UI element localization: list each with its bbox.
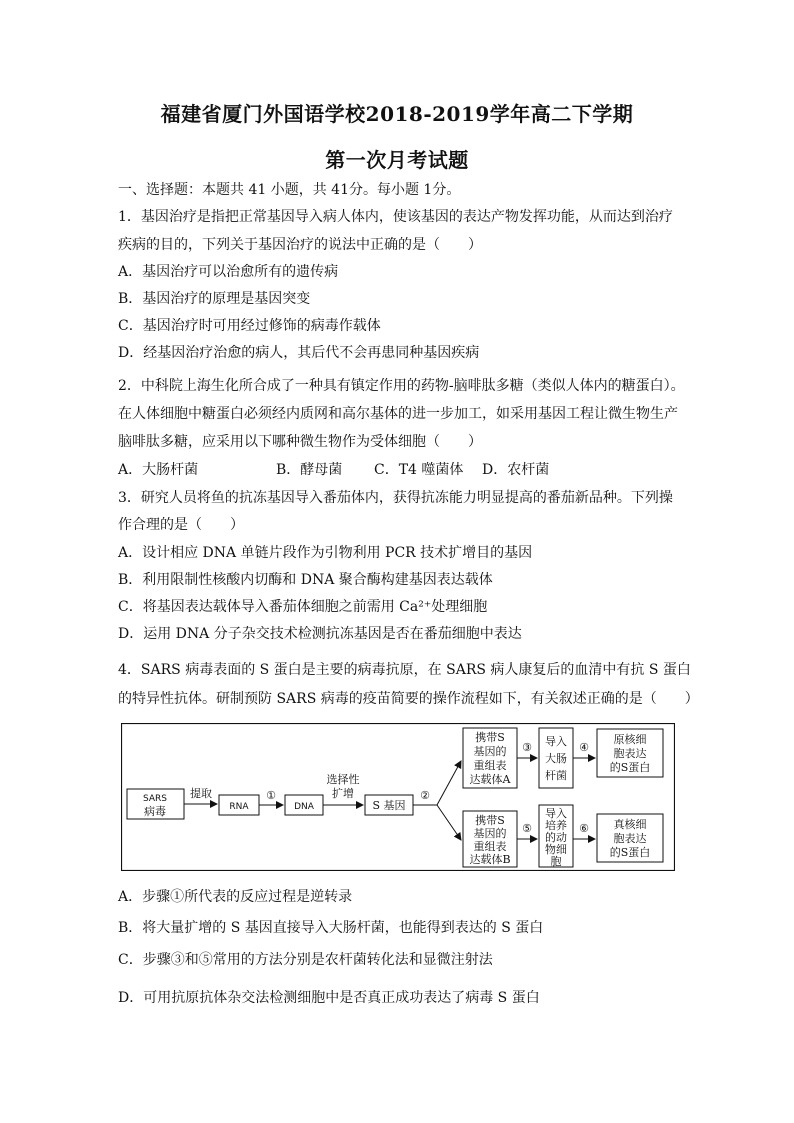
virus-label: 病毒 bbox=[144, 805, 166, 818]
animal-line4: 物细 bbox=[545, 843, 567, 856]
exam-subtitle: 第一次月考试题 bbox=[325, 148, 469, 172]
q3-option-d: D．运用 DNA 分子杂交技术检测抗冻基因是否在番茄细胞中表达 bbox=[118, 626, 522, 642]
step4-label: ④ bbox=[579, 741, 589, 754]
euk-line3: 的S蛋白 bbox=[609, 846, 651, 859]
vector-a-line2: 基因的 bbox=[473, 745, 507, 758]
amplify-label-2: 扩增 bbox=[332, 787, 354, 800]
q2-options bbox=[118, 461, 549, 479]
step6-label: ⑥ bbox=[579, 822, 589, 835]
flow-diagram-svg bbox=[121, 723, 675, 871]
q4-option-b: B．将大量扩增的 S 基因直接导入大肠杆菌，也能得到表达的 S 蛋白 bbox=[118, 920, 544, 936]
q2-option-c: C．T4 噬菌体 bbox=[374, 462, 464, 478]
step5-label: ⑤ bbox=[522, 822, 532, 835]
q2-stem-line1: 2．中科院上海生化所合成了一种具有镇定作用的药物-脑啡肽多糖（类似人体内的糖蛋白）。 bbox=[118, 378, 685, 394]
q1-option-a: A．基因治疗可以治愈所有的遗传病 bbox=[118, 264, 339, 280]
prok-line1: 原核细 bbox=[613, 733, 647, 746]
q3-stem-line1: 3．研究人员将鱼的抗冻基因导入番茄体内，获得抗冻能力明显提高的番茄新品种。下列操 bbox=[118, 490, 673, 506]
animal-line2: 培养 bbox=[545, 819, 567, 832]
step2-label: ② bbox=[420, 789, 430, 802]
q1-option-c: C．基因治疗时可用经过修饰的病毒作载体 bbox=[118, 318, 381, 334]
branch-up bbox=[437, 761, 461, 805]
q4-option-a: A．步骤①所代表的反应过程是逆转录 bbox=[118, 889, 353, 905]
vector-b-line2: 基因的 bbox=[473, 827, 507, 840]
q3-option-b: B．利用限制性核酸内切酶和 DNA 聚合酶构建基因表达载体 bbox=[118, 572, 493, 588]
animal-line3: 的动 bbox=[545, 831, 567, 844]
q3-option-c: C．将基因表达载体导入番茄体细胞之前需用 Ca²⁺处理细胞 bbox=[118, 599, 488, 615]
extract-label: 提取 bbox=[190, 787, 212, 800]
sars-vaccine-flow-diagram bbox=[121, 723, 675, 871]
vector-b-line3: 重组表 bbox=[473, 840, 507, 853]
ecoli-line3: 杆菌 bbox=[545, 769, 567, 782]
animal-line5: 胞 bbox=[550, 855, 562, 868]
ecoli-line1: 导入 bbox=[545, 735, 567, 748]
vector-a-line4: 达载体A bbox=[469, 773, 511, 786]
q1-stem-line2: 疾病的目的，下列关于基因治疗的说法中正确的是（ ） bbox=[118, 237, 482, 253]
euk-line1: 真核细 bbox=[613, 818, 647, 831]
q2-option-b: B．酵母菌 bbox=[276, 462, 343, 478]
prok-line3: 的S蛋白 bbox=[609, 761, 651, 774]
q1-option-d: D．经基因治疗治愈的病人，其后代不会再患同种基因疾病 bbox=[118, 345, 480, 361]
q4-option-d: D．可用抗原抗体杂交法检测细胞中是否真正成功表达了病毒 S 蛋白 bbox=[118, 990, 540, 1006]
dna-label: DNA bbox=[294, 802, 314, 812]
rna-label: RNA bbox=[229, 802, 249, 812]
s-gene-label: S 基因 bbox=[372, 799, 406, 812]
q4-stem-line1: 4．SARS 病毒表面的 S 蛋白是主要的病毒抗原，在 SARS 病人康复后的血清中有抗 S 蛋白 bbox=[118, 662, 691, 678]
prok-line2: 胞表达 bbox=[613, 747, 647, 760]
q4-stem-line2: 的特异性抗体。研制预防 SARS 病毒的疫苗简要的操作流程如下，有关叙述正确的是（ ） bbox=[118, 691, 699, 707]
vector-a-line1: 携带S bbox=[475, 731, 505, 744]
q2-stem-line3: 脑啡肽多糖，应采用以下哪种微生物作为受体细胞（ ） bbox=[118, 434, 482, 450]
vector-a-line3: 重组表 bbox=[473, 759, 507, 772]
q3-option-a: A．设计相应 DNA 单链片段作为引物利用 PCR 技术扩增目的基因 bbox=[118, 545, 533, 561]
vector-b-line1: 携带S bbox=[475, 814, 505, 827]
q2-option-a: A．大肠杆菌 bbox=[118, 462, 199, 478]
animal-line1: 导入 bbox=[545, 807, 567, 820]
branch-down bbox=[437, 805, 461, 840]
q1-option-b: B．基因治疗的原理是基因突变 bbox=[118, 291, 311, 307]
amplify-label-1: 选择性 bbox=[326, 773, 360, 786]
step3-label: ③ bbox=[522, 741, 532, 754]
q2-stem-line2: 在人体细胞中糖蛋白必须经内质网和高尔基体的进一步加工，如采用基因工程让微生物生产 bbox=[118, 406, 678, 422]
q2-option-d: D．农杆菌 bbox=[482, 462, 550, 478]
exam-title: 福建省厦门外国语学校2018-2019学年高二下学期 bbox=[160, 102, 634, 126]
ecoli-line2: 大肠 bbox=[545, 752, 567, 765]
euk-line2: 胞表达 bbox=[613, 832, 647, 845]
sars-label: SARS bbox=[142, 794, 168, 804]
q1-stem-line1: 1．基因治疗是指把正常基因导入病人体内，使该基因的表达产物发挥功能，从而达到治疗 bbox=[118, 209, 673, 225]
q3-stem-line2: 作合理的是（ ） bbox=[118, 517, 244, 533]
q4-option-c: C．步骤③和⑤常用的方法分别是农杆菌转化法和显微注射法 bbox=[118, 952, 493, 968]
vector-b-line4: 达载体B bbox=[469, 853, 511, 866]
section-header: 一、选择题：本题共 41 小题，共 41分。每小题 1分。 bbox=[118, 182, 461, 198]
step1-label: ① bbox=[266, 789, 276, 802]
